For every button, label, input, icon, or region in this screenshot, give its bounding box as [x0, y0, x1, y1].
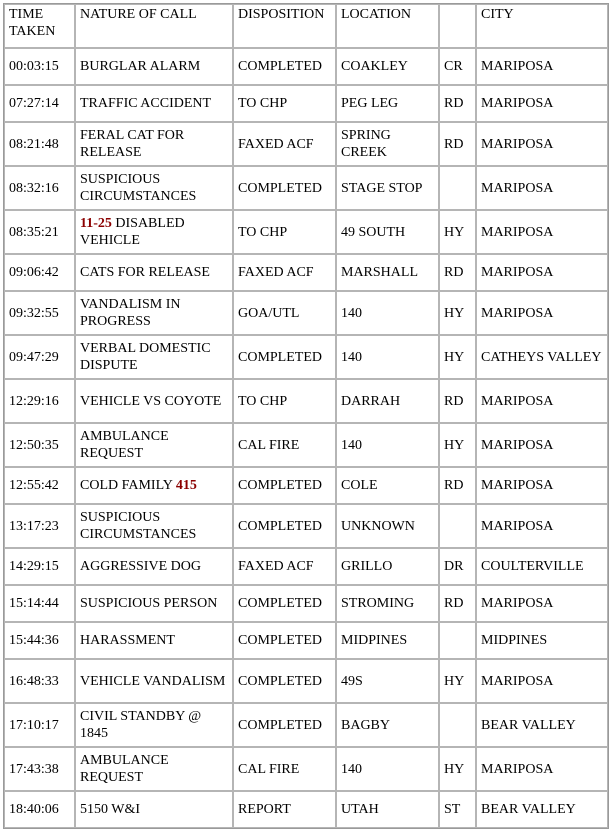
header-street-suffix: [439, 4, 476, 48]
time-taken-cell: 07:27:14: [4, 85, 75, 122]
time-taken-cell: 08:21:48: [4, 122, 75, 166]
nature-text: 5150 W&I: [80, 802, 141, 817]
nature-of-call-cell: [75, 467, 233, 504]
disposition-cell: COMPLETED: [233, 467, 336, 504]
nature-of-call-cell: [75, 210, 233, 254]
nature-text: CIVIL STANDBY @ 1845: [80, 709, 202, 741]
time-taken-cell: 13:17:23: [4, 504, 75, 548]
nature-text: DISABLED VEHICLE: [80, 216, 185, 248]
table-row: [4, 703, 608, 747]
nature-of-call-cell: [75, 166, 233, 210]
location-cell: 140: [336, 747, 439, 791]
time-taken-cell: 00:03:15: [4, 48, 75, 85]
street-suffix-cell: RD: [439, 585, 476, 622]
time-taken-cell: 09:06:42: [4, 254, 75, 291]
street-suffix-cell: HY: [439, 423, 476, 467]
table-row: [4, 548, 608, 585]
header-row: [4, 4, 608, 48]
location-cell: STAGE STOP: [336, 166, 439, 210]
table-row: [4, 423, 608, 467]
nature-of-call-cell: [75, 504, 233, 548]
city-cell: MARIPOSA: [476, 85, 608, 122]
street-suffix-cell: RD: [439, 122, 476, 166]
nature-text: SUSPICIOUS PERSON: [80, 596, 218, 611]
nature-of-call-cell: [75, 548, 233, 585]
time-taken-cell: 09:47:29: [4, 335, 75, 379]
nature-of-call-cell: [75, 703, 233, 747]
location-cell: 140: [336, 423, 439, 467]
nature-text: AMBULANCE REQUEST: [80, 753, 169, 785]
street-suffix-cell: DR: [439, 548, 476, 585]
nature-text: VERBAL DOMESTIC DISPUTE: [80, 341, 211, 373]
disposition-cell: FAXED ACF: [233, 122, 336, 166]
city-cell: MARIPOSA: [476, 48, 608, 85]
disposition-cell: TO CHP: [233, 379, 336, 423]
street-suffix-cell: HY: [439, 291, 476, 335]
call-log-body: [4, 48, 608, 828]
street-suffix-cell: ST: [439, 791, 476, 828]
street-suffix-cell: HY: [439, 747, 476, 791]
location-cell: COAKLEY: [336, 48, 439, 85]
street-suffix-cell: [439, 166, 476, 210]
table-row: [4, 48, 608, 85]
disposition-cell: COMPLETED: [233, 335, 336, 379]
nature-of-call-cell: [75, 622, 233, 659]
header-disposition: DISPOSITION: [233, 4, 336, 48]
time-taken-cell: 09:32:55: [4, 291, 75, 335]
location-cell: 49S: [336, 659, 439, 703]
location-cell: COLE: [336, 467, 439, 504]
table-row: [4, 254, 608, 291]
location-cell: SPRING CREEK: [336, 122, 439, 166]
location-cell: 140: [336, 291, 439, 335]
location-cell: DARRAH: [336, 379, 439, 423]
location-cell: BAGBY: [336, 703, 439, 747]
street-suffix-cell: HY: [439, 335, 476, 379]
nature-text: CATS FOR RELEASE: [80, 265, 210, 280]
nature-of-call-cell: [75, 85, 233, 122]
table-row: [4, 166, 608, 210]
city-cell: COULTERVILLE: [476, 548, 608, 585]
nature-text: AGGRESSIVE DOG: [80, 559, 201, 574]
call-code: 415: [175, 478, 197, 493]
table-row: [4, 791, 608, 828]
disposition-cell: FAXED ACF: [233, 254, 336, 291]
nature-text: VANDALISM IN PROGRESS: [80, 297, 181, 329]
location-cell: 140: [336, 335, 439, 379]
nature-of-call-cell: [75, 659, 233, 703]
time-taken-cell: 17:43:38: [4, 747, 75, 791]
nature-of-call-cell: [75, 423, 233, 467]
city-cell: MARIPOSA: [476, 585, 608, 622]
city-cell: MARIPOSA: [476, 379, 608, 423]
table-row: [4, 585, 608, 622]
nature-text: TRAFFIC ACCIDENT: [80, 96, 212, 111]
nature-of-call-cell: [75, 747, 233, 791]
nature-of-call-cell: [75, 291, 233, 335]
table-row: [4, 747, 608, 791]
header-nature-of-call: NATURE OF CALL: [75, 4, 233, 48]
table-row: [4, 659, 608, 703]
call-code: 11-25: [80, 216, 112, 231]
location-cell: 49 SOUTH: [336, 210, 439, 254]
nature-of-call-cell: [75, 48, 233, 85]
city-cell: MARIPOSA: [476, 467, 608, 504]
disposition-cell: TO CHP: [233, 85, 336, 122]
nature-of-call-cell: [75, 335, 233, 379]
city-cell: MARIPOSA: [476, 423, 608, 467]
disposition-cell: COMPLETED: [233, 703, 336, 747]
disposition-cell: FAXED ACF: [233, 548, 336, 585]
time-taken-cell: 12:29:16: [4, 379, 75, 423]
table-row: [4, 122, 608, 166]
street-suffix-cell: [439, 504, 476, 548]
street-suffix-cell: RD: [439, 85, 476, 122]
disposition-cell: CAL FIRE: [233, 747, 336, 791]
nature-text: SUSPICIOUS CIRCUMSTANCES: [80, 172, 197, 204]
location-cell: UNKNOWN: [336, 504, 439, 548]
city-cell: BEAR VALLEY: [476, 703, 608, 747]
street-suffix-cell: RD: [439, 467, 476, 504]
nature-text: SUSPICIOUS CIRCUMSTANCES: [80, 510, 197, 542]
disposition-cell: COMPLETED: [233, 48, 336, 85]
street-suffix-cell: RD: [439, 254, 476, 291]
table-row: [4, 379, 608, 423]
nature-of-call-cell: [75, 122, 233, 166]
nature-text: FERAL CAT FOR RELEASE: [80, 128, 185, 160]
nature-of-call-cell: [75, 379, 233, 423]
nature-of-call-cell: [75, 254, 233, 291]
table-row: [4, 291, 608, 335]
header-time-taken: TIME TAKEN: [4, 4, 75, 48]
city-cell: MARIPOSA: [476, 504, 608, 548]
street-suffix-cell: HY: [439, 659, 476, 703]
time-taken-cell: 17:10:17: [4, 703, 75, 747]
header-location: LOCATION: [336, 4, 439, 48]
location-cell: UTAH: [336, 791, 439, 828]
time-taken-cell: 12:55:42: [4, 467, 75, 504]
table-row: [4, 85, 608, 122]
disposition-cell: COMPLETED: [233, 504, 336, 548]
city-cell: MARIPOSA: [476, 747, 608, 791]
call-log-sheet: [3, 3, 609, 829]
location-cell: MARSHALL: [336, 254, 439, 291]
time-taken-cell: 18:40:06: [4, 791, 75, 828]
city-cell: MARIPOSA: [476, 254, 608, 291]
time-taken-cell: 16:48:33: [4, 659, 75, 703]
disposition-cell: COMPLETED: [233, 585, 336, 622]
location-cell: PEG LEG: [336, 85, 439, 122]
city-cell: MIDPINES: [476, 622, 608, 659]
time-taken-cell: 12:50:35: [4, 423, 75, 467]
city-cell: MARIPOSA: [476, 210, 608, 254]
nature-text: VEHICLE VS COYOTE: [80, 393, 222, 409]
nature-text: HARASSMENT: [80, 633, 175, 648]
street-suffix-cell: [439, 622, 476, 659]
time-taken-cell: 14:29:15: [4, 548, 75, 585]
nature-text: BURGLAR ALARM: [80, 59, 201, 74]
time-taken-cell: 08:32:16: [4, 166, 75, 210]
nature-text: VEHICLE VANDALISM: [80, 673, 226, 689]
header-city: CITY: [476, 4, 608, 48]
location-cell: STROMING: [336, 585, 439, 622]
city-cell: MARIPOSA: [476, 291, 608, 335]
location-cell: GRILLO: [336, 548, 439, 585]
nature-of-call-cell: [75, 585, 233, 622]
disposition-cell: COMPLETED: [233, 659, 336, 703]
disposition-cell: COMPLETED: [233, 622, 336, 659]
disposition-cell: COMPLETED: [233, 166, 336, 210]
disposition-cell: REPORT: [233, 791, 336, 828]
table-row: [4, 335, 608, 379]
street-suffix-cell: HY: [439, 210, 476, 254]
table-row: [4, 622, 608, 659]
nature-of-call-cell: [75, 791, 233, 828]
city-cell: BEAR VALLEY: [476, 791, 608, 828]
street-suffix-cell: [439, 703, 476, 747]
disposition-cell: GOA/UTL: [233, 291, 336, 335]
table-row: [4, 504, 608, 548]
location-cell: MIDPINES: [336, 622, 439, 659]
time-taken-cell: 15:44:36: [4, 622, 75, 659]
city-cell: MARIPOSA: [476, 166, 608, 210]
table-row: [4, 210, 608, 254]
street-suffix-cell: RD: [439, 379, 476, 423]
disposition-cell: TO CHP: [233, 210, 336, 254]
nature-text: COLD FAMILY: [80, 478, 176, 493]
nature-text: AMBULANCE REQUEST: [80, 429, 169, 461]
table-row: [4, 467, 608, 504]
city-cell: CATHEYS VALLEY: [476, 335, 608, 379]
disposition-cell: CAL FIRE: [233, 423, 336, 467]
street-suffix-cell: CR: [439, 48, 476, 85]
time-taken-cell: 08:35:21: [4, 210, 75, 254]
time-taken-cell: 15:14:44: [4, 585, 75, 622]
call-log-table: [3, 3, 609, 829]
city-cell: MARIPOSA: [476, 659, 608, 703]
city-cell: MARIPOSA: [476, 122, 608, 166]
